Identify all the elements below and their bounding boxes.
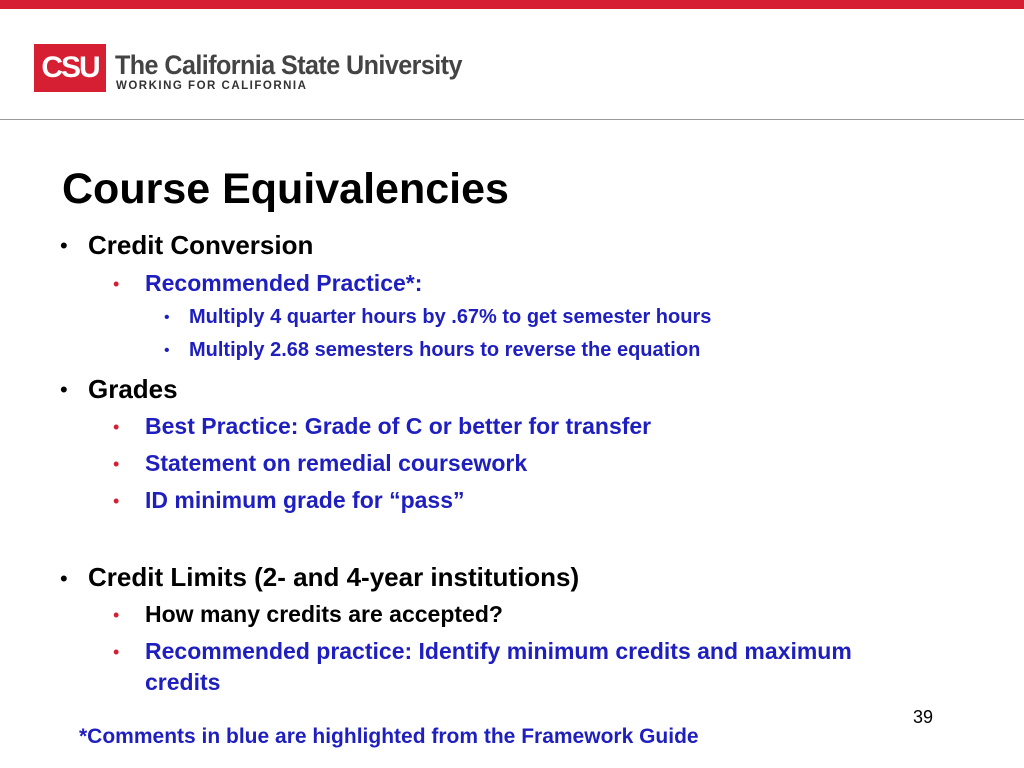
list-item: How many credits are accepted? [145,601,503,627]
bullet-icon: • [60,566,68,591]
slide-title: Course Equivalencies [62,165,509,213]
bullet-icon: • [60,233,68,258]
bullet-icon: • [113,605,120,625]
bullet-icon: • [113,417,120,437]
list-item: Multiply 4 quarter hours by .67% to get semester hours [189,306,712,328]
list-item: ID minimum grade for “pass” [145,487,465,513]
bullet-icon: • [113,491,120,511]
org-tagline: WORKING FOR CALIFORNIA [116,80,308,92]
csu-logo-mark: CSU [34,44,106,92]
bullet-icon: • [113,642,120,662]
list-item: Best Practice: Grade of C or better for transfer [145,413,652,439]
heading-credit-conversion: Credit Conversion [88,230,314,260]
footnote: *Comments in blue are highlighted from the Framework Guide [79,725,699,748]
bullet-icon: • [164,309,170,326]
page-number: 39 [913,707,934,727]
heading-credit-limits: Credit Limits (2- and 4-year institutions) [88,562,580,592]
bullet-icon: • [164,342,170,359]
list-item: Statement on remedial coursework [145,450,528,476]
bullet-icon: • [60,377,68,402]
list-item: Multiply 2.68 semesters hours to reverse the equation [189,339,701,361]
header-divider [0,119,1024,120]
recommended-practice-label: Recommended Practice*: [145,270,423,296]
bullet-icon: • [113,274,120,294]
bullet-icon: • [113,454,120,474]
top-accent-bar [0,0,1024,9]
org-name: The California State University [115,50,462,80]
list-item-continuation: credits [145,669,221,695]
heading-grades: Grades [88,374,178,404]
list-item: Recommended practice: Identify minimum credits and maximum [145,638,852,664]
